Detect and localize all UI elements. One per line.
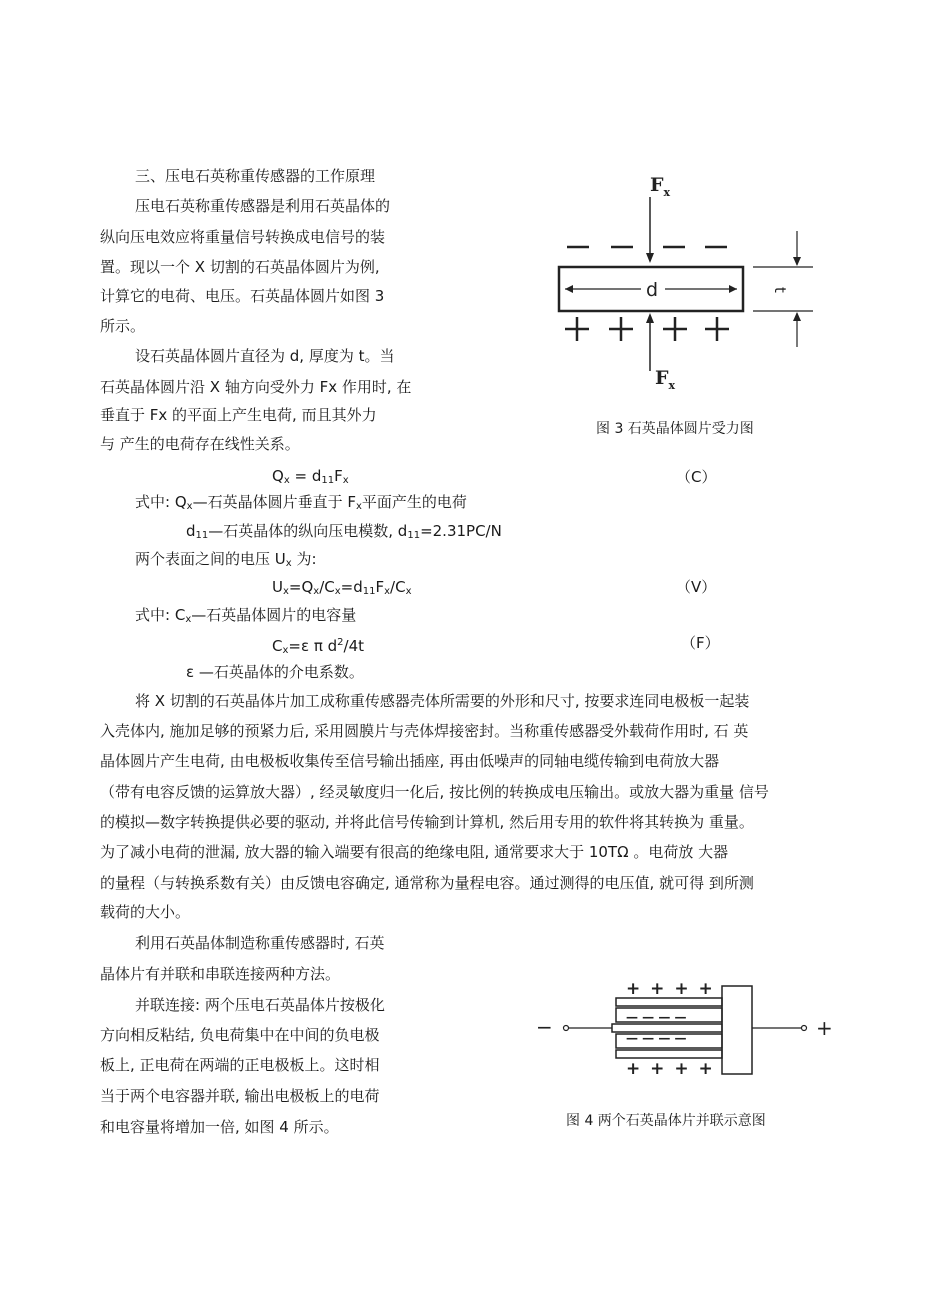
connect-line: 利用石英晶体制造称重传感器时, 石英 bbox=[135, 934, 385, 952]
paragraph-line: 入壳体内, 施加足够的预紧力后, 采用圆膜片与壳体焊接密封。当称重传感器受外载荷作用时, 石 英 bbox=[100, 722, 749, 740]
parallel-line: 方向相反粘结, 负电荷集中在中间的负电极 bbox=[100, 1026, 380, 1044]
figure3-disc-diagram bbox=[545, 165, 825, 400]
minus-row-top: — — — — bbox=[626, 1010, 687, 1024]
figure3-caption: 图 3 石英晶体圆片受力图 bbox=[596, 421, 754, 437]
intro-line: 置。现以一个 X 切割的石英晶体圆片为例, bbox=[100, 258, 380, 276]
paragraph-line: 将 X 切割的石英晶体片加工成称重传感器壳体所需要的外形和尺寸, 按要求连同电极板一起装 bbox=[135, 692, 750, 710]
equation-capacitance-unit: （F） bbox=[681, 634, 720, 652]
housing bbox=[722, 986, 752, 1074]
equation-capacitance: $C_x=\varepsilon$ π $d^2/4t$ bbox=[272, 637, 365, 656]
diameter-label: d bbox=[646, 279, 659, 301]
thickness-label: t bbox=[771, 287, 789, 293]
electrode-bottom bbox=[616, 1050, 722, 1058]
intro-line: 纵向压电效应将重量信号转换成电信号的装 bbox=[100, 228, 386, 246]
paragraph-line: 晶体圆片产生电荷, 由电极板收集传至信号输出插座, 再由低噪声的同轴电缆传输到电荷放大器 bbox=[100, 752, 720, 770]
parallel-line: 板上, 正电荷在两端的正电极板上。这时相 bbox=[100, 1056, 380, 1074]
setup-line: 设石英晶体圆片直径为 d, 厚度为 t。当 bbox=[135, 347, 395, 365]
where-charge: 式中: $Q_x—$石英晶体圆片垂直于 $F_x$平面产生的电荷 bbox=[135, 493, 467, 512]
paragraph-line: 为了减小电荷的泄漏, 放大器的输入端要有很高的绝缘电阻, 通常要求大于 10TΩ 。电荷放 大器 bbox=[100, 843, 729, 861]
paragraph-line: 的模拟—数字转换提供必要的驱动, 并将此信号传输到计算机, 然后用专用的软件将其转换为 重量。 bbox=[100, 813, 754, 831]
epsilon-desc: ε —石英晶体的介电系数。 bbox=[186, 663, 364, 681]
setup-line: 垂直于 Fx 的平面上产生电荷, 而且其外力 bbox=[100, 406, 377, 424]
figure4-parallel-diagram bbox=[530, 970, 840, 1082]
terminal-positive: + bbox=[816, 1016, 833, 1040]
equation-charge: $Q_x = d_{11}F_x$ bbox=[272, 467, 349, 486]
force-top-label: $F_x$ bbox=[650, 174, 671, 199]
section-title: 三、压电石英称重传感器的工作原理 bbox=[135, 167, 376, 185]
parallel-line: 和电容量将增加一倍, 如图 4 所示。 bbox=[100, 1118, 339, 1136]
setup-line: 与 产生的电荷存在线性关系。 bbox=[100, 435, 300, 453]
intro-line: 所示。 bbox=[100, 317, 146, 335]
equation-voltage: $U_x=Q_x/C_x=d_{11}F_x/C_x$ bbox=[272, 578, 412, 597]
where-capacitance: 式中: $C_x—$石英晶体圆片的电容量 bbox=[135, 606, 357, 625]
setup-line: 石英晶体圆片沿 X 轴方向受外力 Fx 作用时, 在 bbox=[100, 378, 412, 396]
parallel-line: 当于两个电容器并联, 输出电极板上的电荷 bbox=[100, 1087, 380, 1105]
plus-row-bottom: + + + + bbox=[626, 1059, 715, 1079]
figure4-caption: 图 4 两个石英晶体片并联示意图 bbox=[566, 1113, 766, 1129]
intro-line: 压电石英称重传感器是利用石英晶体的 bbox=[135, 197, 391, 215]
voltage-intro: 两个表面之间的电压 $U_x$ 为: bbox=[135, 550, 317, 569]
minus-row-bottom: — — — — bbox=[626, 1031, 687, 1045]
paragraph-line: （带有电容反馈的运算放大器）, 经灵敏度归一化后, 按比例的转换成电压输出。或放大器为重量 信号 bbox=[100, 783, 769, 801]
connect-line: 晶体片有并联和串联连接两种方法。 bbox=[100, 965, 341, 983]
plus-row-top: + + + + bbox=[626, 979, 715, 999]
parallel-line: 并联连接: 两个压电石英晶体片按极化 bbox=[135, 996, 385, 1014]
paragraph-line: 载荷的大小。 bbox=[100, 903, 191, 921]
intro-line: 计算它的电荷、电压。石英晶体圆片如图 3 bbox=[100, 287, 385, 305]
equation-charge-unit: （C） bbox=[676, 468, 717, 486]
paragraph-line: 的量程（与转换系数有关）由反馈电容确定, 通常称为量程电容。通过测得的电压值, 就可得 到所测 bbox=[100, 874, 754, 892]
equation-voltage-unit: （V） bbox=[676, 578, 717, 596]
electrode-top bbox=[616, 998, 722, 1006]
where-modulus: $d_{11}—$石英晶体的纵向压电模数, $d_{11}=2.31PC/N$ bbox=[186, 522, 502, 541]
force-bottom-label: $F_x$ bbox=[655, 367, 676, 392]
terminal-negative: − bbox=[536, 1015, 553, 1039]
